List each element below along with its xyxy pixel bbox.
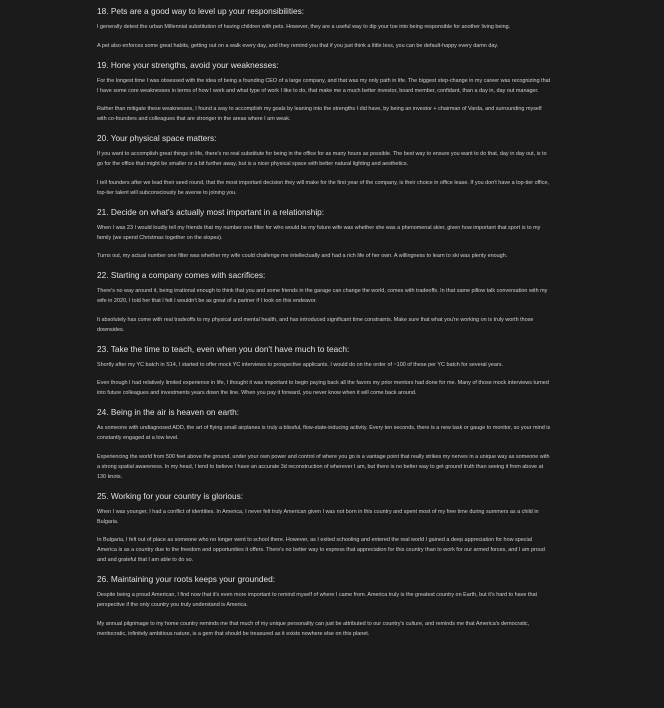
article-body	[0, 6, 552, 639]
section-paragraph: Turns out, my actual number one filter was whether my wife could challenge me intellectually and had a rich life of her own. A willingness to learn to ski was plenty enough.	[97, 253, 508, 259]
section-19	[97, 60, 552, 125]
section-heading: 24. Being in the air is heaven on earth:	[97, 407, 240, 417]
section-paragraph: Rather than mitigate these weaknesses, I found a way to accomplish my goals by leaning into the strengths I did have, by being an investor + chairman of Varda, and surrounding myself with co-founders and colleagues that are stronger in the areas where I am weak.	[97, 106, 542, 122]
section-heading: 23. Take the time to teach, even when you don't have much to teach:	[97, 343, 350, 354]
section-paragraph: A pet also enforces some great habits, getting out on a walk every day, and they remind you that if you just think a little less, you can be default-happy every damn day.	[97, 42, 499, 49]
section-paragraph: As someone with undiagnosed ADD, the art of flying small airplanes is truly a blissful, flow-state-inducing activity. Every ten seconds, there is a new task or gauge to monitor, so your mind is constantly engaged at a low level.	[97, 425, 551, 441]
section-paragraph: In Bulgaria, I felt out of place as someone who no longer went to school there. However, as I exited schooling and entered the real world I gained a deep appreciation for how special America is as a country due to the freedom and opportunities it offers. There's no better way to express that appreciation for this country than to work for our armed forces, and I am proud and and grateful that I am able to do so.	[97, 537, 545, 563]
section-heading: 21. Decide on what's actually most important in a relationship:	[97, 206, 325, 217]
section-24	[97, 407, 552, 482]
section-heading: 22. Starting a company comes with sacrifices:	[97, 270, 266, 280]
section-18	[97, 6, 552, 51]
section-21	[97, 207, 552, 262]
section-paragraph: I tell founders after we lead their seed round, that the most important decision they will make for the first year of the company, is their choice in office lease. If you don't have a top-tier office, top-tier talent will subconsciously be averse to joining you.	[97, 179, 549, 196]
section-paragraph: I generally detest the urban Millennial substitution of having children with pets. However, they are a useful way to dip your toe into being responsible for another living being.	[97, 24, 511, 30]
section-paragraph: When I was 23 I would loudly tell my friends that my number one filter for who would be my future wife was whether she was a phenomenal skier, given how important that sport is to my family (we spend Christmas together on the slopes).	[97, 224, 541, 241]
section-heading: 18. Pets are a good way to level up your responsibilities:	[97, 6, 305, 16]
section-heading: 25. Working for your country is glorious:	[97, 490, 244, 501]
section-paragraph: Shortly after my YC batch in S14, I started to offer mock YC interviews to prospective applicants. I would do on the order of ~100 of these per YC batch for several years.	[97, 361, 503, 368]
section-23	[97, 344, 552, 399]
section-paragraph: It absolutely has come with real tradeoffs to my physical and mental health, and has introduced significant time constraints. Make sure that what you're working on is truly worth those downsides.	[97, 316, 534, 333]
section-paragraph: Despite being a proud American, I find now that it's even more important to remind myself of where I came from. America truly is the greatest country on Earth, but it's hard to have that perspective if the only country you truly understand is America.	[97, 592, 538, 608]
section-paragraph: When I was younger, I had a conflict of identities. In America, I never felt truly American given I was not born in this country and spent most of my free time during summers as a child in Bulgaria.	[97, 508, 539, 525]
section-25	[97, 491, 552, 566]
section-heading: 19. Hone your strengths, avoid your weaknesses:	[97, 59, 279, 70]
section-paragraph: There's no way around it, being irrational enough to think that you and some friends in the garage can change the world, comes with tradeoffs. In that same pillow talk conversation with my wife in 2020, I told her that I felt I wouldn't be as great of a partner if I took on this endeavor.	[97, 288, 548, 304]
section-20	[97, 133, 552, 198]
section-paragraph: For the longest time I was obsessed with the idea of being a founding CEO of a large company, and that was my only path in life. The biggest step-change in my career was recognizing that I have some core weaknesses in terms of how I work and what type of work I like to do, that make me a much better investor, board member, confidant, than a day in, day out manager.	[97, 77, 551, 94]
section-22	[97, 270, 552, 335]
section-paragraph: If you want to accomplish great things in life, there's no real substitute for being in the office for as many hours as possible. The best way to ensure you want to do that, day in day out, is to go for the office that might be smaller or a bit further away, but is a nicer physical space with better natural lighting and aesthetics.	[97, 151, 547, 167]
section-26	[97, 574, 552, 639]
section-heading: 26. Maintaining your roots keeps your grounded:	[97, 574, 276, 584]
section-paragraph: Even though I had relatively limited experience in life, I thought it was important to begin paying back all the favors my prior mentors had done for me. Many of those mock interviews turned into future colleagues and investments years down the line. When you pay it forward, you never know when it will come back around.	[97, 380, 549, 396]
section-paragraph: My annual pilgrimage to my home country reminds me that much of my unique personality can just be attributed to our country's culture, and reminds me that America's democratic, meritocratic, infinitely ambitious nature, is a gem that should be treasured as it exists nowhere else on this planet.	[97, 620, 530, 637]
section-paragraph: Experiencing the world from 500 feet above the ground, under your own power and control of where you go is a vantage point that really strikes my nerves in a unique way as someone with a strong spatial awareness. In my head, I tend to believe I have an accurate 3d reconstruction of wherever I am, but there is no better way to get ground truth than seeing it from above at 130 knots.	[97, 453, 550, 480]
section-heading: 20. Your physical space matters:	[97, 133, 217, 143]
